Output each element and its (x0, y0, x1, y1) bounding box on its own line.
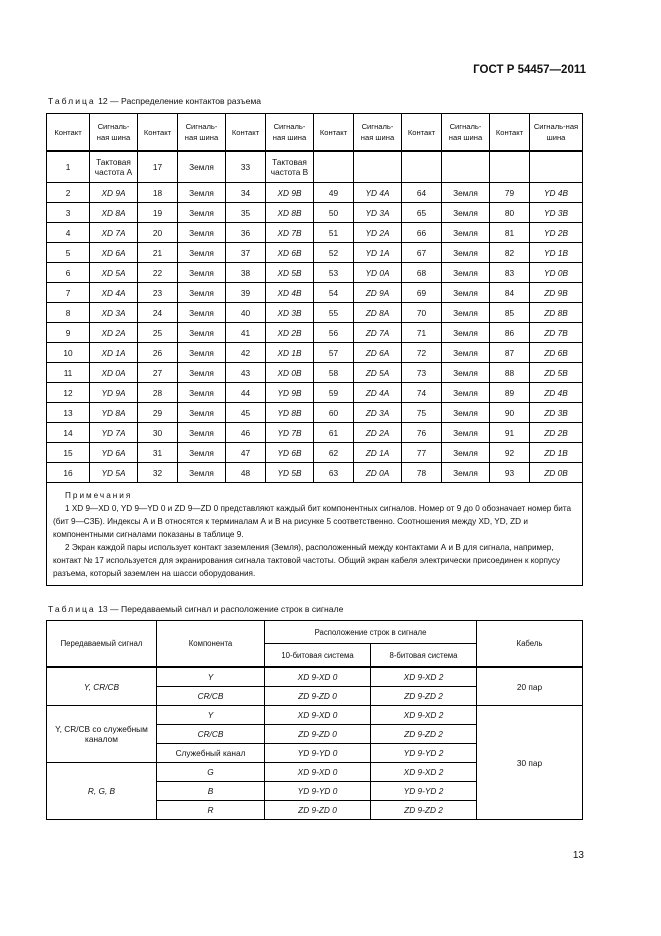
contact-cell: 21 (138, 243, 178, 263)
contact-cell (314, 151, 354, 183)
contact-cell: 73 (402, 363, 442, 383)
signal-bus-cell: XD 6B (266, 243, 314, 263)
contact-cell: 50 (314, 203, 354, 223)
signal-bus-cell: YD 9B (266, 383, 314, 403)
contact-cell: 51 (314, 223, 354, 243)
contact-cell: 3 (47, 203, 90, 223)
header-contact: Контакт (402, 114, 442, 152)
signal-bus-cell: Земля (442, 463, 490, 483)
contact-cell: 83 (490, 263, 530, 283)
header-10bit: 10-битовая система (265, 644, 371, 668)
signal-bus-cell: Земля (442, 343, 490, 363)
table-row (47, 151, 583, 183)
contact-cell: 75 (402, 403, 442, 423)
table-notes (47, 483, 583, 586)
signal-bus-cell: Земля (442, 303, 490, 323)
bit8-cell: XD 9-XD 2 (371, 667, 477, 687)
signal-bus-cell: ZD 1A (354, 443, 402, 463)
contact-cell: 42 (226, 343, 266, 363)
signal-bus-cell: ZD 6A (354, 343, 402, 363)
bit8-cell: ZD 9-ZD 2 (371, 687, 477, 706)
header-signal-bus: Сигналь-ная шина (266, 114, 314, 152)
contact-cell: 82 (490, 243, 530, 263)
signal-bus-cell: ZD 3B (530, 403, 583, 423)
contact-cell (402, 151, 442, 183)
contact-cell: 11 (47, 363, 90, 383)
signal-bus-cell: Земля (442, 323, 490, 343)
signal-bus-cell: Земля (442, 223, 490, 243)
contact-cell: 72 (402, 343, 442, 363)
contact-cell: 55 (314, 303, 354, 323)
cable-cell: 30 пар (477, 706, 583, 820)
component-cell: Y (157, 667, 265, 687)
signal-bus-cell: Земля (178, 403, 226, 423)
bit8-cell: ZD 9-ZD 2 (371, 725, 477, 744)
contact-cell: 52 (314, 243, 354, 263)
notes-heading: Примечания (65, 491, 133, 500)
component-cell: B (157, 782, 265, 801)
contact-cell: 87 (490, 343, 530, 363)
contact-cell: 54 (314, 283, 354, 303)
signal-bus-cell: ZD 6B (530, 343, 583, 363)
signal-bus-cell: Земля (178, 303, 226, 323)
contact-cell: 74 (402, 383, 442, 403)
table-row (47, 323, 583, 343)
contact-cell: 60 (314, 403, 354, 423)
contact-cell: 36 (226, 223, 266, 243)
contact-cell: 61 (314, 423, 354, 443)
signal-bus-cell: ZD 5B (530, 363, 583, 383)
signal-bus-cell: Земля (442, 263, 490, 283)
signal-bus-cell: XD 2B (266, 323, 314, 343)
signal-bus-cell: ZD 0B (530, 463, 583, 483)
signal-cell: R, G, B (47, 763, 157, 820)
signal-bus-cell: XD 3A (90, 303, 138, 323)
signal-bus-cell: XD 6A (90, 243, 138, 263)
contact-cell: 77 (402, 443, 442, 463)
signal-bus-cell: Земля (178, 223, 226, 243)
signal-bus-cell: YD 5B (266, 463, 314, 483)
contact-cell: 67 (402, 243, 442, 263)
signal-bus-cell: ZD 4A (354, 383, 402, 403)
bit10-cell: XD 9-XD 0 (265, 706, 371, 725)
contact-cell: 47 (226, 443, 266, 463)
signal-bus-cell: XD 7B (266, 223, 314, 243)
contact-cell: 32 (138, 463, 178, 483)
contact-cell: 25 (138, 323, 178, 343)
cable-cell: 20 пар (477, 667, 583, 706)
signal-bus-cell: YD 6A (90, 443, 138, 463)
signal-bus-cell: Земля (178, 323, 226, 343)
header-cable: Кабель (477, 621, 583, 668)
signal-bus-cell: YD 3A (354, 203, 402, 223)
signal-bus-cell: ZD 9B (530, 283, 583, 303)
contact-cell: 38 (226, 263, 266, 283)
header-contact: Контакт (314, 114, 354, 152)
signal-bus-cell: Земля (442, 183, 490, 203)
signal-cell: Y, CR/CB со служебным каналом (47, 706, 157, 763)
signal-bus-cell: ZD 7A (354, 323, 402, 343)
bit10-cell: XD 9-XD 0 (265, 763, 371, 782)
contact-cell: 64 (402, 183, 442, 203)
header-signal-bus: Сигналь-ная шина (354, 114, 402, 152)
signal-bus-cell: Земля (442, 243, 490, 263)
header-contact: Контакт (490, 114, 530, 152)
bit10-cell: YD 9-YD 0 (265, 744, 371, 763)
caption-word: Таблица (48, 604, 96, 614)
contact-cell: 4 (47, 223, 90, 243)
signal-bus-cell: ZD 3A (354, 403, 402, 423)
contact-cell: 92 (490, 443, 530, 463)
contact-cell: 65 (402, 203, 442, 223)
contact-cell: 30 (138, 423, 178, 443)
signal-bus-cell: XD 1B (266, 343, 314, 363)
component-cell: CR/CB (157, 687, 265, 706)
contact-cell: 20 (138, 223, 178, 243)
signal-bus-cell: XD 4B (266, 283, 314, 303)
bit10-cell: YD 9-YD 0 (265, 782, 371, 801)
signal-bus-cell: YD 7A (90, 423, 138, 443)
signal-bus-cell: ZD 9A (354, 283, 402, 303)
contact-cell: 78 (402, 463, 442, 483)
signal-bus-cell: YD 8A (90, 403, 138, 423)
header-component: Компонента (157, 621, 265, 668)
contact-cell: 19 (138, 203, 178, 223)
contact-cell: 62 (314, 443, 354, 463)
table-row (47, 283, 583, 303)
header-signal-bus: Сигналь-ная шина (90, 114, 138, 152)
contact-cell: 90 (490, 403, 530, 423)
signal-bus-cell: Земля (178, 183, 226, 203)
contact-cell: 34 (226, 183, 266, 203)
contact-cell: 15 (47, 443, 90, 463)
signal-bus-cell: XD 4A (90, 283, 138, 303)
page-number: 13 (572, 850, 584, 861)
caption-text: 12 — Распределение контактов разъема (98, 96, 262, 106)
bit10-cell: ZD 9-ZD 0 (265, 725, 371, 744)
signal-bus-cell: Тактовая частота А (90, 151, 138, 183)
signal-bus-cell: ZD 4B (530, 383, 583, 403)
component-cell: CR/CB (157, 725, 265, 744)
signal-bus-cell: XD 8A (90, 203, 138, 223)
contact-cell: 22 (138, 263, 178, 283)
contact-cell: 84 (490, 283, 530, 303)
table-row (47, 263, 583, 283)
document-id: ГОСТ Р 54457—2011 (473, 64, 586, 76)
signal-bus-cell: Земля (178, 151, 226, 183)
signal-bus-cell: Земля (178, 203, 226, 223)
table-row (47, 243, 583, 263)
signal-bus-cell: ZD 2B (530, 423, 583, 443)
signal-bus-cell: ZD 0A (354, 463, 402, 483)
signal-bus-cell: YD 7B (266, 423, 314, 443)
contact-cell: 53 (314, 263, 354, 283)
table12-caption (48, 96, 261, 106)
header-signal-bus: Сигналь-ная шина (530, 114, 583, 152)
signal-bus-cell: YD 2A (354, 223, 402, 243)
contact-cell: 16 (47, 463, 90, 483)
signal-bus-cell: YD 0A (354, 263, 402, 283)
note-2: 2 Экран каждой пары использует контакт заземления (Земля), расположенный между контактами А и В для сигнала, например, контакт № 17 используется для экранирования сигнала тактовой частоты. Общий экран кабеля электрически присоединен к корпусу разъема, который заземлен на шасси оборудования. (53, 543, 561, 578)
contact-cell: 5 (47, 243, 90, 263)
contact-cell: 8 (47, 303, 90, 323)
signal-bus-cell: Земля (178, 443, 226, 463)
signal-bus-cell: ZD 1B (530, 443, 583, 463)
signal-bus-cell: YD 8B (266, 403, 314, 423)
contact-cell (490, 151, 530, 183)
table-row (47, 303, 583, 323)
signal-bus-cell: YD 2B (530, 223, 583, 243)
contact-distribution-table (46, 113, 583, 586)
signal-bus-cell: ZD 2A (354, 423, 402, 443)
contact-cell: 85 (490, 303, 530, 323)
table-row (47, 383, 583, 403)
signal-bus-cell (442, 151, 490, 183)
signal-bus-cell: ZD 8B (530, 303, 583, 323)
signal-bus-cell: Земля (178, 283, 226, 303)
table-header-row (47, 114, 583, 152)
contact-cell: 71 (402, 323, 442, 343)
contact-cell: 66 (402, 223, 442, 243)
signal-bus-cell: Земля (442, 383, 490, 403)
table-row (47, 463, 583, 483)
signal-bus-cell: XD 5A (90, 263, 138, 283)
bit10-cell: XD 9-XD 0 (265, 667, 371, 687)
header-contact: Контакт (138, 114, 178, 152)
contact-cell: 70 (402, 303, 442, 323)
contact-cell: 86 (490, 323, 530, 343)
contact-cell: 46 (226, 423, 266, 443)
signal-bus-cell: YD 3B (530, 203, 583, 223)
contact-cell: 2 (47, 183, 90, 203)
contact-cell: 57 (314, 343, 354, 363)
contact-cell: 79 (490, 183, 530, 203)
table-row (47, 203, 583, 223)
table-row (47, 183, 583, 203)
signal-bus-cell: Земля (442, 283, 490, 303)
signal-bus-cell: XD 5B (266, 263, 314, 283)
header-contact: Контакт (47, 114, 90, 152)
contact-cell: 1 (47, 151, 90, 183)
note-1: 1 XD 9—XD 0, YD 9—YD 0 и ZD 9—ZD 0 представляют каждый бит компонентных сигналов. Номер от 9 до 0 обозначает номер бита (бит 9—СЗБ). Индексы А и В относятся к терминалам А и В на рисунке 5 соответственно. Соотношения между XD, YD, ZD и компонентными сигналами показаны в таблице 9. (53, 504, 572, 539)
contact-cell: 23 (138, 283, 178, 303)
contact-cell: 58 (314, 363, 354, 383)
contact-cell: 76 (402, 423, 442, 443)
signal-bus-cell (354, 151, 402, 183)
contact-cell: 7 (47, 283, 90, 303)
caption-word: Таблица (48, 96, 96, 106)
signal-bus-cell: Тактовая частота В (266, 151, 314, 183)
bit10-cell: ZD 9-ZD 0 (265, 687, 371, 706)
table-row (47, 443, 583, 463)
bit10-cell: ZD 9-ZD 0 (265, 801, 371, 820)
component-cell: G (157, 763, 265, 782)
contact-cell: 10 (47, 343, 90, 363)
signal-cell: Y, CR/CB (47, 667, 157, 706)
signal-bus-cell: XD 2A (90, 323, 138, 343)
contact-cell: 43 (226, 363, 266, 383)
contact-cell: 40 (226, 303, 266, 323)
contact-cell: 59 (314, 383, 354, 403)
contact-cell: 89 (490, 383, 530, 403)
signal-bus-cell: Земля (442, 363, 490, 383)
contact-cell: 45 (226, 403, 266, 423)
contact-cell: 37 (226, 243, 266, 263)
contact-cell: 12 (47, 383, 90, 403)
contact-cell: 49 (314, 183, 354, 203)
contact-cell: 88 (490, 363, 530, 383)
signal-lines-table (46, 620, 583, 820)
signal-bus-cell (530, 151, 583, 183)
contact-cell: 31 (138, 443, 178, 463)
header-contact: Контакт (226, 114, 266, 152)
contact-cell: 26 (138, 343, 178, 363)
caption-text: 13 — Передаваемый сигнал и расположение строк в сигнале (98, 604, 344, 614)
signal-bus-cell: YD 0B (530, 263, 583, 283)
table-row (47, 706, 583, 725)
signal-bus-cell: XD 3B (266, 303, 314, 323)
contact-cell: 29 (138, 403, 178, 423)
contact-cell: 27 (138, 363, 178, 383)
contact-cell: 6 (47, 263, 90, 283)
signal-bus-cell: XD 1A (90, 343, 138, 363)
signal-bus-cell: Земля (178, 383, 226, 403)
signal-bus-cell: Земля (442, 203, 490, 223)
table-row (47, 343, 583, 363)
signal-bus-cell: XD 9B (266, 183, 314, 203)
header-8bit: 8-битовая система (371, 644, 477, 668)
component-cell: Y (157, 706, 265, 725)
signal-bus-cell: Земля (178, 243, 226, 263)
signal-bus-cell: Земля (442, 403, 490, 423)
signal-bus-cell: ZD 8A (354, 303, 402, 323)
table-row (47, 423, 583, 443)
bit8-cell: XD 9-XD 2 (371, 706, 477, 725)
table-row (47, 667, 583, 687)
bit8-cell: YD 9-YD 2 (371, 744, 477, 763)
header-signal-bus: Сигналь-ная шина (442, 114, 490, 152)
signal-bus-cell: Земля (178, 423, 226, 443)
bit8-cell: XD 9-XD 2 (371, 763, 477, 782)
signal-bus-cell: YD 5A (90, 463, 138, 483)
contact-cell: 35 (226, 203, 266, 223)
contact-cell: 14 (47, 423, 90, 443)
bit8-cell: ZD 9-ZD 2 (371, 801, 477, 820)
contact-cell: 18 (138, 183, 178, 203)
contact-cell: 33 (226, 151, 266, 183)
component-cell: Служебный канал (157, 744, 265, 763)
contact-cell: 24 (138, 303, 178, 323)
signal-bus-cell: ZD 5A (354, 363, 402, 383)
signal-bus-cell: Земля (442, 443, 490, 463)
signal-bus-cell: Земля (178, 343, 226, 363)
contact-cell: 41 (226, 323, 266, 343)
signal-bus-cell: Земля (178, 363, 226, 383)
table-row (47, 363, 583, 383)
contact-cell: 63 (314, 463, 354, 483)
contact-cell: 80 (490, 203, 530, 223)
contact-cell: 44 (226, 383, 266, 403)
signal-bus-cell: YD 1B (530, 243, 583, 263)
signal-bus-cell: Земля (178, 463, 226, 483)
table-row (47, 403, 583, 423)
contact-cell: 39 (226, 283, 266, 303)
signal-bus-cell: XD 9A (90, 183, 138, 203)
signal-bus-cell: XD 0B (266, 363, 314, 383)
signal-bus-cell: YD 4A (354, 183, 402, 203)
contact-cell: 81 (490, 223, 530, 243)
component-cell: R (157, 801, 265, 820)
signal-bus-cell: XD 7A (90, 223, 138, 243)
contact-cell: 9 (47, 323, 90, 343)
table-row (47, 223, 583, 243)
contact-cell: 91 (490, 423, 530, 443)
contact-cell: 69 (402, 283, 442, 303)
signal-bus-cell: YD 4B (530, 183, 583, 203)
contact-cell: 56 (314, 323, 354, 343)
contact-cell: 48 (226, 463, 266, 483)
bit8-cell: YD 9-YD 2 (371, 782, 477, 801)
table13-caption (48, 604, 343, 614)
contact-cell: 28 (138, 383, 178, 403)
header-signal: Передаваемый сигнал (47, 621, 157, 668)
contact-cell: 17 (138, 151, 178, 183)
signal-bus-cell: XD 8B (266, 203, 314, 223)
header-signal-bus: Сигналь-ная шина (178, 114, 226, 152)
signal-bus-cell: YD 9A (90, 383, 138, 403)
contact-cell: 13 (47, 403, 90, 423)
signal-bus-cell: ZD 7B (530, 323, 583, 343)
contact-cell: 93 (490, 463, 530, 483)
header-line-location: Расположение строк в сигнале (265, 621, 477, 644)
signal-bus-cell: XD 0A (90, 363, 138, 383)
signal-bus-cell: Земля (442, 423, 490, 443)
signal-bus-cell: YD 6B (266, 443, 314, 463)
contact-cell: 68 (402, 263, 442, 283)
signal-bus-cell: YD 1A (354, 243, 402, 263)
signal-bus-cell: Земля (178, 263, 226, 283)
